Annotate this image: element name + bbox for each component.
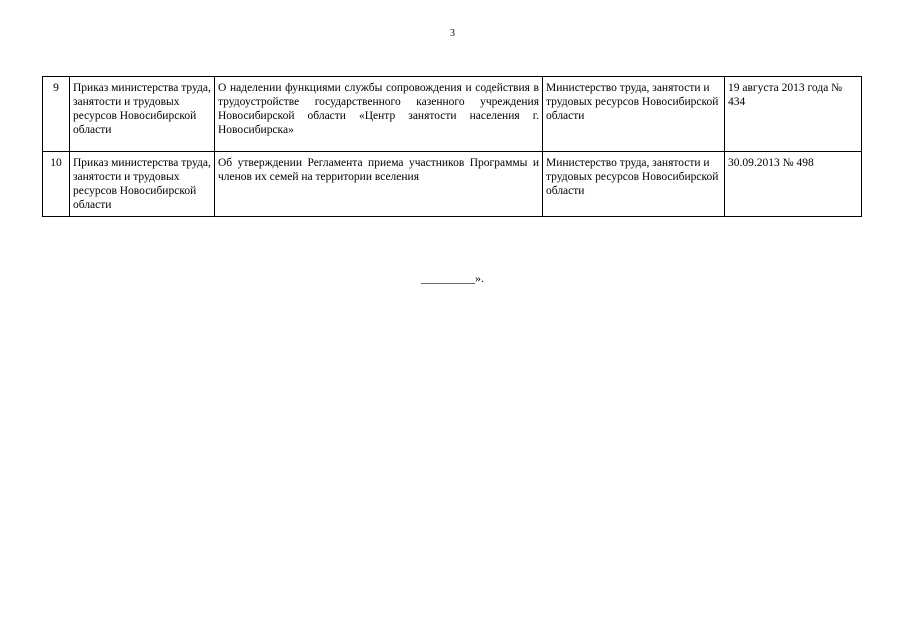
documents-table bbox=[42, 76, 862, 217]
date-number-cell: 19 августа 2013 года № 434 bbox=[725, 77, 862, 152]
document-type-cell: Приказ министерства труда, занятости и трудовых ресурсов Новосибирской области bbox=[70, 152, 215, 217]
closing-line: _________». bbox=[421, 271, 484, 285]
table-row bbox=[43, 152, 862, 217]
date-number-cell: 30.09.2013 № 498 bbox=[725, 152, 862, 217]
page-number: 3 bbox=[450, 28, 455, 39]
issuing-organization-cell: Министерство труда, занятости и трудовых ресурсов Новосибирской области bbox=[543, 77, 725, 152]
table-row bbox=[43, 77, 862, 152]
document-title-cell: О наделении функциями службы сопровождения и содействия в трудоустройстве государственного казенного учреждения Новосибирской области «Центр занятости населения г. Новосибирска» bbox=[215, 77, 543, 152]
document-type-cell: Приказ министерства труда, занятости и трудовых ресурсов Новосибирской области bbox=[70, 77, 215, 152]
document-title-cell: Об утверждении Регламента приема участников Программы и членов их семей на территории вселения bbox=[215, 152, 543, 217]
row-number-cell: 9 bbox=[43, 77, 70, 152]
issuing-organization-cell: Министерство труда, занятости и трудовых ресурсов Новосибирской области bbox=[543, 152, 725, 217]
row-number-cell: 10 bbox=[43, 152, 70, 217]
